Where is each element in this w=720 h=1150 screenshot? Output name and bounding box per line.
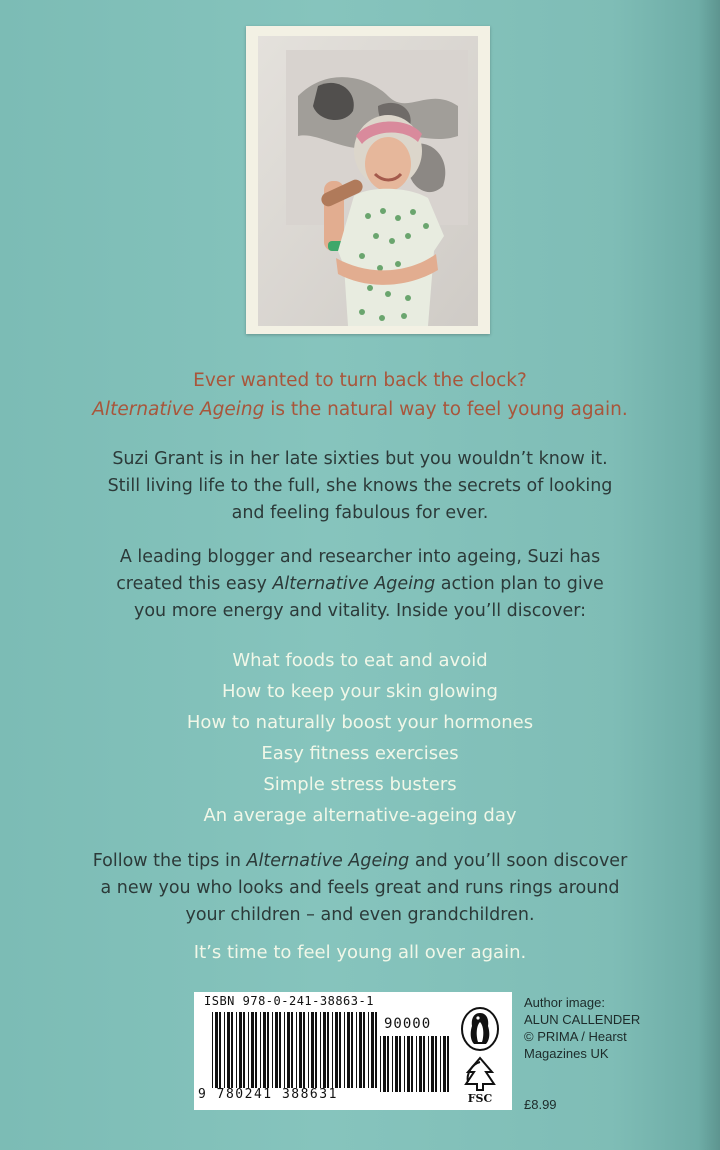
barcode-bar bbox=[419, 1036, 422, 1092]
plan-line-3: you more energy and vitality. Inside you’ll discover: bbox=[133, 601, 586, 621]
plan-line-2-post: action plan to give bbox=[435, 574, 604, 594]
barcode-bar bbox=[387, 1036, 389, 1092]
barcode-bar bbox=[399, 1036, 401, 1092]
barcode-bar bbox=[243, 1012, 245, 1088]
barcode-bar bbox=[303, 1012, 305, 1088]
barcode-bar bbox=[236, 1012, 237, 1088]
credit-line: ALUN CALLENDER bbox=[524, 1012, 641, 1027]
headline-line-2 bbox=[40, 395, 680, 424]
intro-line-2: Still living life to the full, she knows the secrets of looking bbox=[107, 476, 613, 496]
follow-paragraph bbox=[40, 848, 680, 929]
barcode-bar bbox=[308, 1012, 309, 1088]
list-item: Easy fitness exercises bbox=[261, 743, 459, 764]
barcode-bar bbox=[344, 1012, 345, 1088]
barcode-bar bbox=[332, 1012, 333, 1088]
barcode-bar bbox=[311, 1012, 314, 1088]
barcode-box bbox=[194, 992, 512, 1110]
price-label: £8.99 bbox=[524, 1097, 557, 1112]
barcode-bar bbox=[440, 1036, 441, 1092]
barcode-bar bbox=[315, 1012, 317, 1088]
isbn-digits: 9 780241 388631 bbox=[198, 1087, 338, 1102]
barcode-bar bbox=[368, 1012, 369, 1088]
author-photo bbox=[258, 36, 478, 326]
credit-line: Author image: bbox=[524, 995, 605, 1010]
barcode-bar bbox=[212, 1012, 213, 1088]
closing-line: It’s time to feel young all over again. bbox=[193, 942, 527, 963]
headline-line-2-text: is the natural way to feel young again. bbox=[264, 399, 628, 420]
price-code: 90000 bbox=[384, 1016, 432, 1032]
fsc-logo-icon bbox=[462, 1056, 498, 1104]
plan-paragraph bbox=[40, 544, 680, 625]
book-title-inline: Alternative Ageing bbox=[246, 851, 410, 871]
barcode-bar bbox=[404, 1036, 405, 1092]
plan-line-2-pre: created this easy bbox=[116, 574, 273, 594]
barcode-bar bbox=[227, 1012, 230, 1088]
barcode-bar bbox=[335, 1012, 338, 1088]
isbn-label: ISBN 978-0-241-38863-1 bbox=[204, 994, 374, 1008]
credit-line: © PRIMA / Hearst bbox=[524, 1029, 627, 1044]
barcode-bar bbox=[320, 1012, 321, 1088]
barcode-bar bbox=[224, 1012, 225, 1088]
follow-line-1 bbox=[40, 848, 680, 875]
barcode-bar bbox=[416, 1036, 417, 1092]
headline-line-1: Ever wanted to turn back the clock? bbox=[193, 370, 527, 391]
barcode-bar bbox=[359, 1012, 362, 1088]
barcode-bar bbox=[428, 1036, 429, 1092]
barcode-bar bbox=[255, 1012, 257, 1088]
barcode-bar bbox=[287, 1012, 290, 1088]
barcode-bar bbox=[383, 1036, 386, 1092]
barcode-bar bbox=[272, 1012, 273, 1088]
barcode-bar bbox=[423, 1036, 425, 1092]
barcode-bar bbox=[215, 1012, 218, 1088]
barcode-bar bbox=[248, 1012, 249, 1088]
barcode-bar bbox=[327, 1012, 329, 1088]
barcode-bar bbox=[392, 1036, 393, 1092]
barcode-bar bbox=[279, 1012, 281, 1088]
barcode-bar bbox=[239, 1012, 242, 1088]
barcode-bar bbox=[260, 1012, 261, 1088]
penguin-logo-icon bbox=[460, 1006, 500, 1052]
barcode-bar bbox=[435, 1036, 437, 1092]
intro-line-1: Suzi Grant is in her late sixties but you wouldn’t know it. bbox=[112, 449, 608, 469]
barcode-bar bbox=[263, 1012, 266, 1088]
plan-line-1: A leading blogger and researcher into ageing, Suzi has bbox=[119, 547, 601, 567]
barcode-bar bbox=[231, 1012, 233, 1088]
barcode-bar bbox=[251, 1012, 254, 1088]
barcode-bar bbox=[443, 1036, 446, 1092]
author-photo-frame bbox=[246, 26, 490, 334]
photo-credit bbox=[524, 994, 674, 1062]
barcode-bar bbox=[407, 1036, 410, 1092]
barcode-bar bbox=[380, 1036, 381, 1092]
barcode-bar bbox=[375, 1012, 377, 1088]
list-item: Simple stress busters bbox=[263, 774, 457, 795]
intro-line-3: and feeling fabulous for ever. bbox=[231, 503, 489, 523]
barcode-bar bbox=[363, 1012, 365, 1088]
barcode-bar bbox=[371, 1012, 374, 1088]
barcode-bar bbox=[411, 1036, 413, 1092]
barcode-bar bbox=[351, 1012, 353, 1088]
follow-line-3: your children – and even grandchildren. bbox=[185, 905, 535, 925]
plan-line-2 bbox=[40, 571, 680, 598]
barcode-bar bbox=[339, 1012, 341, 1088]
barcode-bar bbox=[219, 1012, 221, 1088]
barcode-bar bbox=[275, 1012, 278, 1088]
list-item: How to keep your skin glowing bbox=[222, 681, 498, 702]
barcode-bar bbox=[347, 1012, 350, 1088]
book-title-inline: Alternative Ageing bbox=[272, 574, 436, 594]
barcode-bar bbox=[267, 1012, 269, 1088]
credit-line: Magazines UK bbox=[524, 1046, 609, 1061]
discover-list bbox=[40, 645, 680, 831]
follow-line-1-pre: Follow the tips in bbox=[92, 851, 247, 871]
barcode-bar bbox=[323, 1012, 326, 1088]
isbn-barcode bbox=[212, 1012, 380, 1092]
barcode-bar bbox=[291, 1012, 293, 1088]
fsc-label: FSC bbox=[467, 1092, 493, 1104]
barcode-bar bbox=[356, 1012, 357, 1088]
book-title: Alternative Ageing bbox=[92, 399, 265, 420]
follow-line-2: a new you who looks and feels great and runs rings around bbox=[100, 878, 620, 898]
headline bbox=[40, 366, 680, 424]
price-addon-barcode bbox=[380, 1036, 456, 1092]
barcode-bar bbox=[447, 1036, 449, 1092]
intro-paragraph bbox=[40, 446, 680, 527]
barcode-bar bbox=[296, 1012, 297, 1088]
spine-shadow bbox=[698, 0, 720, 1150]
list-item: How to naturally boost your hormones bbox=[186, 712, 534, 733]
barcode-bar bbox=[395, 1036, 398, 1092]
list-item: An average alternative-ageing day bbox=[203, 805, 517, 826]
barcode-bar bbox=[431, 1036, 434, 1092]
barcode-bar bbox=[284, 1012, 285, 1088]
follow-line-1-post: and you’ll soon discover bbox=[409, 851, 628, 871]
list-item: What foods to eat and avoid bbox=[232, 650, 488, 671]
barcode-bar bbox=[299, 1012, 302, 1088]
